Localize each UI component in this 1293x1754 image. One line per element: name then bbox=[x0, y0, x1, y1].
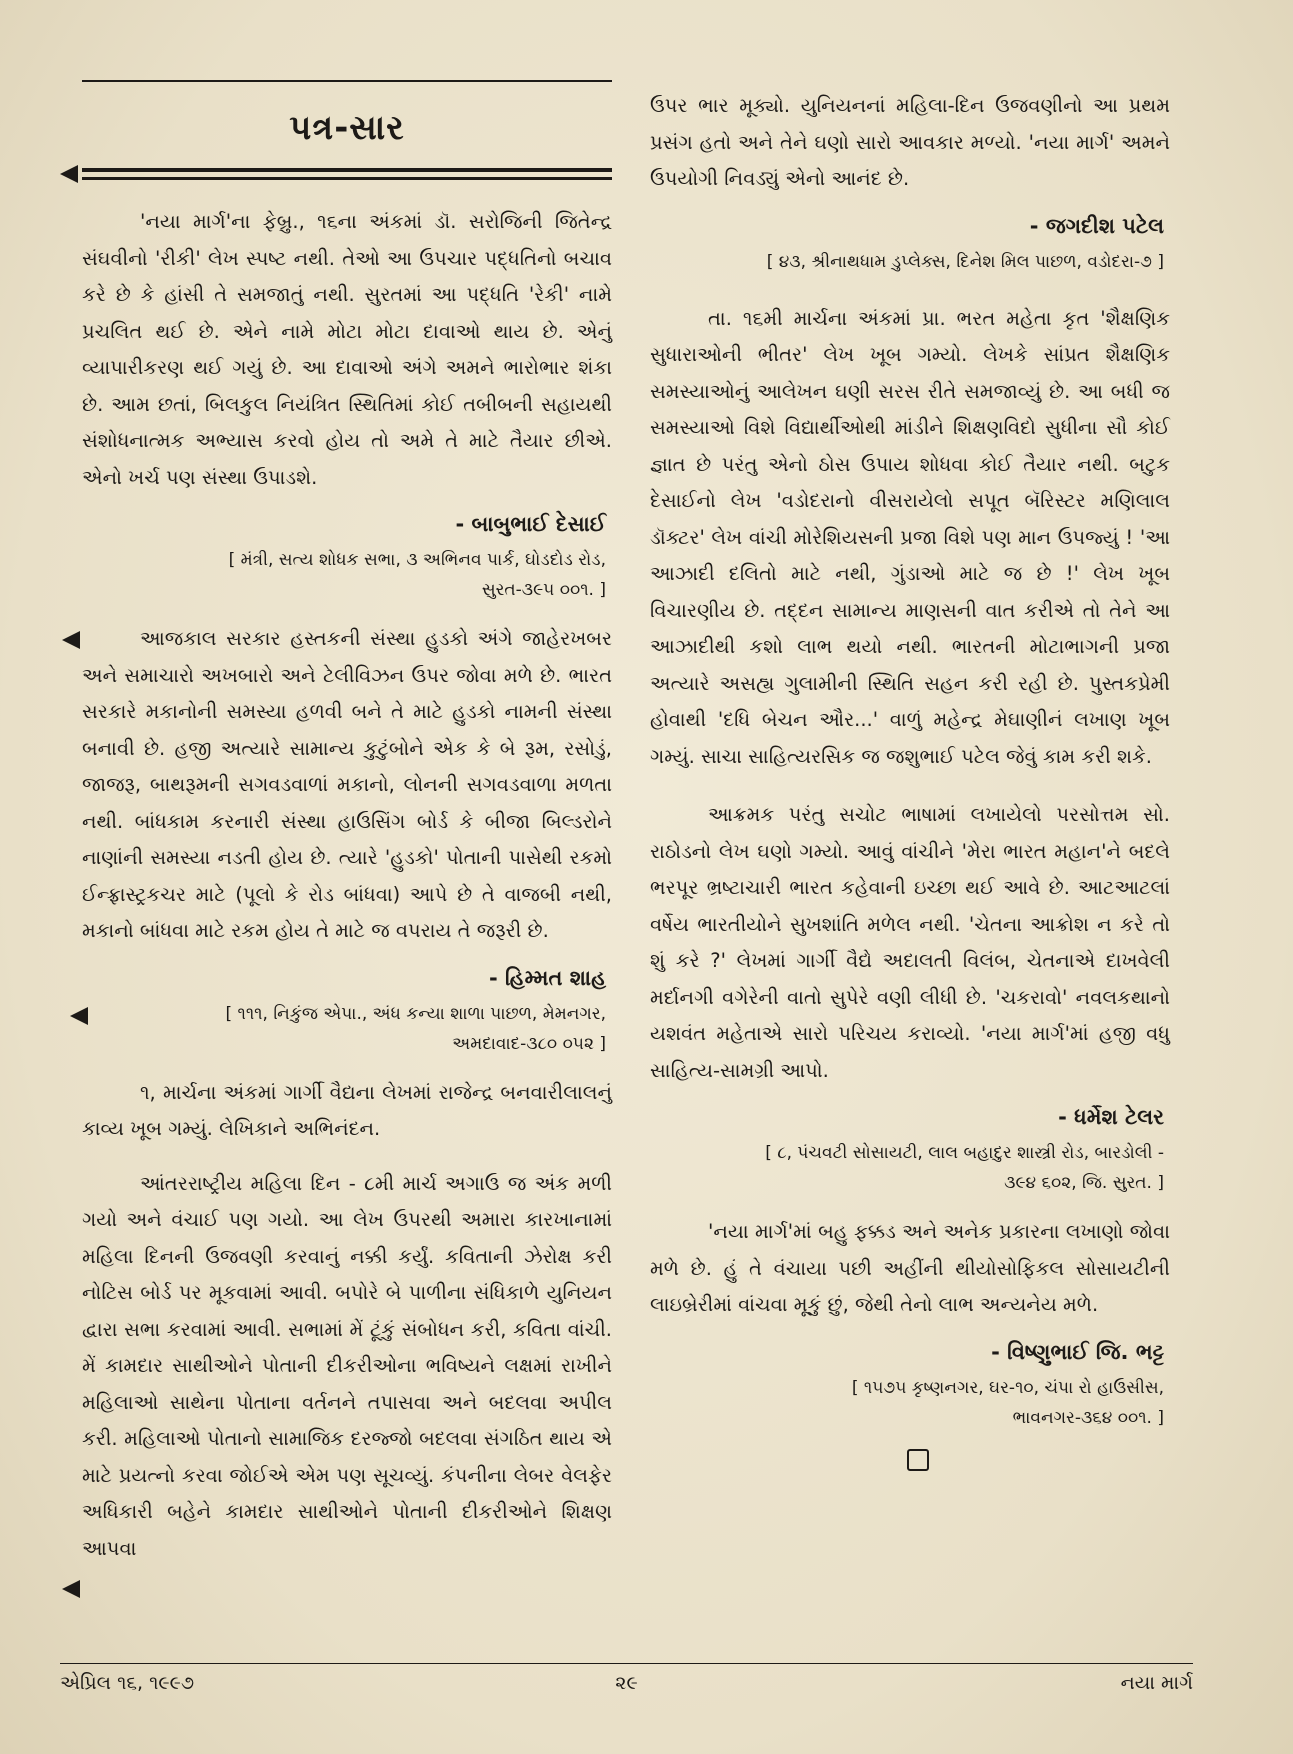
letter-address: [ ૧૫૭૫ કૃષ્ણનગર, ઘર-૧૦, ચંપા રો હાઉસીસ, ભાવનગર-૩૬૪ ૦૦૧. ] bbox=[851, 1377, 1164, 1428]
letter-paragraph: ૧, માર્ચના અંકમાં ગાર્ગી વૈદ્યના લેખમાં રાજેન્દ્ર બનવારીલાલનું કાવ્ય ખૂબ ગમ્યું. લેખિકાને અભિનંદન. bbox=[82, 1080, 612, 1140]
margin-mark-icon bbox=[70, 1007, 88, 1025]
footer-rule bbox=[60, 1663, 1193, 1664]
margin-mark-icon bbox=[62, 631, 80, 649]
left-column bbox=[82, 80, 612, 1567]
letter-paragraph: આજકાલ સરકાર હસ્તકની સંસ્થા હુડકો અંગે જાહેરખબર અને સમાચારો અખબારો અને ટેલીવિઝન ઉપર જોવા મળે છે. ભારત સરકારે મકાનોની સમસ્યા હળવી બને તે માટે હુડકો નામની સંસ્થા બનાવી છે. હજી અત્યારે સામાન્ય કુટુંબોને એક કે બે રૂમ, રસોડું, જાજરૂ, બાથરૂમની સગવડવાળાં મકાનો, લોનની સગવડવાળા મળતા નથી. બાંધકામ કરનારી સંસ્થા હાઉસિંગ બોર્ડ કે બીજા બિલ્ડરોને નાણાંની સમસ્યા નડતી હોય છે. ત્યારે 'હુડકો' પોતાની પાસેથી રકમો ઈન્ફ્રાસ્ટ્રકચર માટે (પૂલો કે રોડ બાંધવા) આપે છે તે વાજબી નથી, મકાનો બાંધવા માટે રકમ હોય તે માટે જ વપરાય તે જરૂરી છે. bbox=[82, 627, 612, 942]
letter-4 bbox=[650, 301, 1170, 1199]
letter-continuation: ઉપર ભાર મૂક્યો. યુનિયનનાં મહિલા-દિન ઉજવણીનો આ પ્રથમ પ્રસંગ હતો અને તેને ઘણો સારો આવકાર મળ્યો. 'નયા માર્ગ' અમને ઉપયોગી નિવડ્યું એનો આનંદ છે. bbox=[650, 94, 1170, 190]
letter-3 bbox=[82, 1075, 612, 1568]
letter-address: [ ૧૧૧, નિકુંજ એપા., અંધ કન્યા શાળા પાછળ, મેમનગર, અમદાવાદ-૩૮૦ ૦૫૨ ] bbox=[82, 999, 606, 1059]
footer-date: એપ્રિલ ૧૬, ૧૯૯૭ bbox=[60, 1672, 195, 1694]
letter-signature: - વિષ્ણુભાઈ જિ. ભટ્ટ bbox=[991, 1339, 1164, 1364]
right-column bbox=[650, 88, 1170, 1471]
letter-paragraph: 'નયા માર્ગ'ના ફેબ્રુ., ૧૬ના અંકમાં ડૉ. સરોજિની જિતેન્દ્ર સંઘવીનો 'રીકી' લેખ સ્પષ્ટ નથી. તેઓ આ ઉપચાર પદ્ધતિનો બચાવ કરે છે કે હાંસી તે સમજાતું નથી. સુરતમાં આ પદ્ધતિ 'રેકી' નામે પ્રચલિત થઈ છે. એને નામે મોટા મોટા દાવાઓ થાય છે. એનું વ્યાપારીકરણ થઈ ગયું છે. આ દાવાઓ અંગે અમને ભારોભાર શંકા છે. આમ છતાં, બિલકુલ નિયંત્રિત સ્થિતિમાં કોઈ તબીબની સહાયથી સંશોધનાત્મક અભ્યાસ કરવો હોય તો અમે તે માટે તૈયાર છીએ. એનો ખર્ચ પણ સંસ્થા ઉપાડશે. bbox=[82, 210, 612, 489]
page-footer bbox=[60, 1672, 1193, 1702]
letter-signature: - જગદીશ પટેલ bbox=[1029, 213, 1164, 238]
letter-1 bbox=[82, 204, 612, 605]
letter-signature: - બાબુભાઈ દેસાઈ bbox=[455, 512, 606, 536]
letter-paragraph: તા. ૧૬મી માર્ચના અંકમાં પ્રા. ભરત મહેતા કૃત 'શૈક્ષણિક સુધારાઓની ભીતર' લેખ ખૂબ ગમ્યો. લેખકે સાંપ્રત શૈક્ષણિક સમસ્યાઓનું આલેખન ઘણી સરસ રીતે સમજાવ્યું છે. આ બધી જ સમસ્યાઓ વિશે વિદ્યાર્થીઓથી માંડીને શિક્ષણવિદો સુધીના સૌ કોઈ જ્ઞાત છે પરંતુ એનો ઠોસ ઉપાય શોધવા કોઈ તૈયાર નથી. બટુક દેસાઈનો લેખ 'વડોદરાનો વીસરાયેલો સપૂત બૅરિસ્ટર મણિલાલ ડૉક્ટર' લેખ વાંચી મોરેશિયસની પ્રજા વિશે પણ માન ઉપજ્યું ! 'આ આઝાદી દલિતો માટે નથી, ગુંડાઓ માટે જ છે !' લેખ ખૂબ વિચારણીય છે. તદ્દન સામાન્ય માણસની વાત કરીએ તો તેને આ આઝાદીથી કશો લાભ થયો નથી. ભારતની મોટાભાગની પ્રજા અત્યારે અસહ્ય ગુલામીની સ્થિતિ સહન કરી રહી છે. પુસ્તકપ્રેમી હોવાથી 'દધિ બેચન ઔર...' વાળું મહેન્દ્ર મેઘાણીનં લખાણ ખૂબ ગમ્યું. સાચા સાહિત્યરસિક જ જશુભાઈ પટેલ જેવું કામ કરી શકે. bbox=[650, 306, 1170, 768]
margin-mark-icon bbox=[60, 165, 78, 183]
footer-publication: નયા માર્ગ bbox=[1120, 1672, 1193, 1694]
letter-signature: - ધર્મેશ ટેલર bbox=[1058, 1105, 1164, 1129]
footer-page-number: ૨૯ bbox=[615, 1672, 638, 1694]
letter-signature: - હિમ્મત શાહ bbox=[488, 965, 606, 990]
letter-paragraph: આક્રમક પરંતુ સચોટ ભાષામાં લખાયેલો પરસોત્તમ સો. રાઠોડનો લેખ ઘણો ગમ્યો. આવું વાંચીને 'મેરા ભારત મહાન'ને બદલે ભરપૂર ભ્રષ્ટાચારી ભારત કહેવાની ઇચ્છા થઈ આવે છે. આટઆટલાં વર્ષેય ભારતીયોને સુખશાંતિ મળેલ નથી. 'ચેતના આક્રોશ ન કરે તો શું કરે ?' લેખમાં ગાર્ગી વૈદ્યે અદાલતી વિલંબ, ચેતનાએ દાખવેલી મર્દાનગી વગેરેની વાતો સુપેરે વણી લીધી છે. 'ચકરાવો' નવલકથાનો યશવંત મહેતાએ સારો પરિચય કરાવ્યો. 'નયા માર્ગ'માં હજી વધુ સાહિત્ય-સામગ્રી આપો. bbox=[650, 803, 1170, 1082]
title-double-rule bbox=[82, 168, 612, 182]
letter-paragraph: આંતરરાષ્ટ્રીય મહિલા દિન - ૮મી માર્ચ અગાઉ જ અંક મળી ગયો અને વંચાઈ પણ ગયો. આ લેખ ઉપરથી અમારા કારખાનામાં મહિલા દિનની ઉજવણી કરવાનું નક્કી કર્યું. કવિતાની ઝેરોક્ષ કરી નોટિસ બોર્ડ પર મૂકવામાં આવી. બપોરે બે પાળીના સંધિકાળે યુનિયન દ્વારા સભા કરવામાં આવી. સભામાં મેં ટૂંકું સંબોધન કરી, કવિતા વાંચી. મેં કામદાર સાથીઓને પોતાની દીકરીઓના ભવિષ્યને લક્ષમાં રાખીને મહિલાઓ સાથેના પોતાના વર્તનને તપાસવા અને બદલવા અપીલ કરી. મહિલાઓ પોતાનો સામાજિક દરજ્જો બદલવા સંગઠિત થાય એ માટે પ્રયત્નો કરવા જોઈએ એમ પણ સૂચવ્યું. કંપનીના લેબર વેલફેર અધિકારી બહેને કામદાર સાથીઓને પોતાની દીકરીઓને શિક્ષણ આપવા bbox=[82, 1171, 612, 1560]
end-of-section-icon bbox=[907, 1449, 929, 1471]
section-title: પત્ર-સાર bbox=[289, 108, 405, 148]
letter-2 bbox=[82, 621, 612, 1059]
letter-address: [ મંત્રી, સત્ય શોધક સભા, ૩ અભિનવ પાર્ક, ઘોડદોડ રોડ, સુરત-૩૯૫ ૦૦૧. ] bbox=[228, 550, 606, 600]
letter-address: [ ૪૩, શ્રીનાથધામ ડુપ્લેક્સ, દિનેશ મિલ પાછળ, વડોદરા-૭ ] bbox=[766, 251, 1164, 272]
letter-address: [ ૮, પંચવટી સોસાયટી, લાલ બહાદુર શાસ્ત્રી રોડ, બારડોલી - ૩૯૪ ૬૦૨, જિ. સુરત. ] bbox=[765, 1143, 1164, 1193]
letter-paragraph: 'નયા માર્ગ'માં બહુ ફક્કડ અને અનેક પ્રકારના લખાણો જોવા મળે છે. હું તે વંચાયા પછી અહીંની થીયોસોફિકલ સોસાયટીની લાઇબ્રેરીમાં વાંચવા મૂકું છું, જેથી તેનો લાભ અન્યનેય મળે. bbox=[650, 1220, 1170, 1316]
letter-5 bbox=[650, 1214, 1170, 1433]
top-rule bbox=[82, 80, 612, 82]
margin-mark-icon bbox=[62, 1580, 80, 1598]
